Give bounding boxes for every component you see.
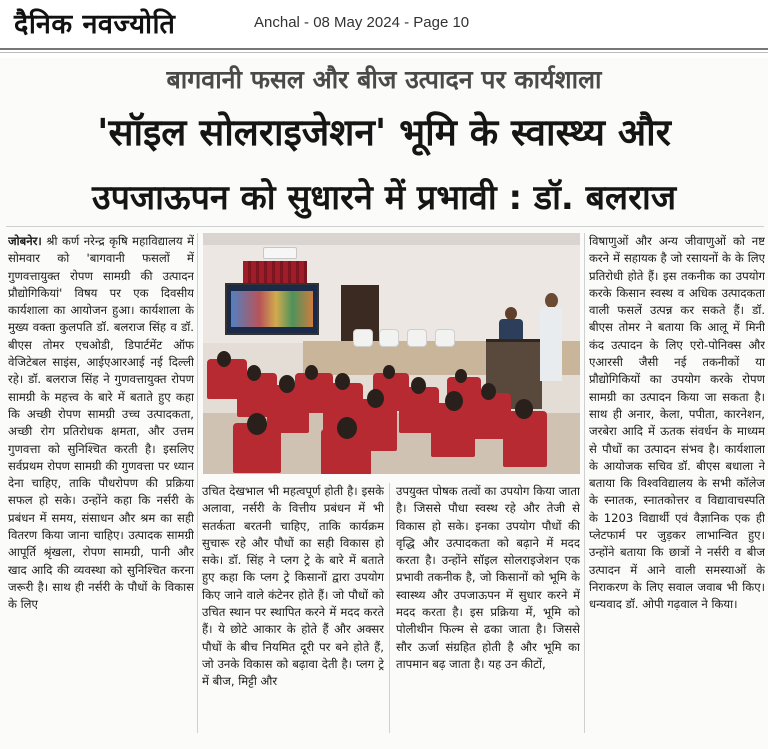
stage-chair (435, 329, 455, 347)
dateline: जोबनेर। (8, 234, 42, 248)
photo-ceiling (203, 233, 580, 245)
headline-line-2: उपजाऊपन को सुधारने में प्रभावी : डॉ. बलराज (91, 178, 677, 218)
audience-head (455, 369, 467, 383)
audience-head (305, 365, 318, 380)
audience-head (217, 351, 231, 367)
audience-head (515, 399, 533, 419)
masthead (0, 0, 768, 50)
column-divider (197, 233, 198, 733)
stage-chair (353, 329, 373, 347)
article-column-1 (8, 233, 194, 733)
article-column-2: उचित देखभाल भी महत्वपूर्ण होती है। इसके अलावा, नर्सरी के वित्तीय प्रबंधन में भी सतर्कता बरतनी चाहिए, ताकि कार्यक्रम सुचारू रहे और पौधों का सही विकास हो सके। डॉ. सिंह ने प्लग ट्रे के बारे में बताते हुए कहा कि प्लग ट्रे किसानों द्वारा उपयोग किए जाने वाले कंटेनर होते हैं। जो पौधों को उचित स्थान पर स्थापित करने में मदद करते हैं। ये छोटे आकार के होते हैं और अक्सर पौधों के बीच नियमित दूरी पर बने होते हैं, जो उनके विकास को बढ़ावा देती है। प्लग ट्रे में बीज, मिट्टी और (202, 484, 384, 689)
article-column-4: विषाणुओं और अन्य जीवाणुओं को नष्ट करने में सहायक है जो रसायनों के के लिए प्रतिरोधी होते हैं। इस तकनीक का उपयोग करके किसान स्वस्थ व अधिक उत्पादकता वाली फसलें उत्पन्न कर सकते हैं। डॉ. बीएस तोमर ने बताया कि आलू में मिनी कंद उत्पादन के लिए एरो-पोनिक्स और एआरसी जैसी नई तकनीकों या प्रौद्योगिकियों का उपयोग करके रोपण सामग्री का उत्पादन किया जा सकता है। साथ ही अनार, केला, पपीता, कारनेशन, जरबेरा आदि में ऊतक संवर्धन के माध्यम से पौधों का उत्पादन संभव है। कार्यशाला के आयोजक सचिव डॉ. बीएस बधाला ने बताया कि विश्वविद्यालय के सभी कॉलेज के स्नातक, स्नातकोत्तर व विद्यावाचस्पति के 1203 विद्यार्थी एवं वैज्ञानिक एक ही प्लेटफार्म पर जुड़कर लाभान्वित हुए। उन्होंने बताया कि छात्रों ने नर्सरी व बीज उत्पादन में आने वाली समस्याओं के निराकरण के लिए सवाल जवाब भी किए। धन्यवाद डॉ. ओपी गढ़वाल ने किया। (589, 234, 765, 612)
speaker (538, 293, 564, 383)
audience-head (247, 365, 261, 381)
headline-divider (6, 226, 764, 227)
audience-head (279, 375, 295, 393)
column-divider (584, 233, 585, 733)
newspaper-name: दैनिक नवज्योति (14, 9, 176, 40)
audience-head (367, 389, 384, 408)
masthead-rule-thin (0, 52, 768, 53)
audience-head (481, 383, 496, 400)
audience-head (383, 365, 395, 379)
screen-slide (231, 291, 313, 327)
stage-chair (407, 329, 427, 347)
stage-chair (379, 329, 399, 347)
article-kicker: बागवानी फसल और बीज उत्पादन पर कार्यशाला (166, 65, 602, 94)
projection-screen (225, 283, 319, 335)
event-photo (203, 233, 580, 474)
headline-line-1: 'सॉइल सोलराइजेशन' भूमि के स्वास्थ्य और (97, 111, 671, 154)
audience-head (445, 391, 463, 411)
masthead-rule (0, 48, 768, 50)
article-column-3: उपयुक्त पोषक तत्वों का उपयोग किया जाता है। जिससे पौधा स्वस्थ रहे और तेजी से विकास हो सके। इनका उपयोग पौधों की वृद्धि और उत्पादकता को बढ़ाने में मदद करता है। उन्होंने सॉइल सोलराइजेशन एक प्रभावी तकनीक है, जो किसानों को भूमि के स्वास्थ्य और उपजाऊपन में सुधार करने में मदद करता है। इस प्रक्रिया में, भूमि को पोलीथीन फिल्म से ढका जाता है। जिससे सौर ऊर्जा संग्रहित होती है और भूमि का तापमान बढ़ जाता है। यह उन कीटों, (396, 484, 580, 671)
column-divider (389, 483, 390, 733)
air-conditioner (263, 247, 297, 259)
audience-head (411, 377, 426, 394)
audience-head (335, 373, 350, 390)
audience-chair (503, 411, 547, 467)
curtain (243, 261, 307, 283)
audience-head (337, 417, 357, 439)
edition-info: Anchal - 08 May 2024 - Page 10 (254, 14, 470, 31)
column-1-text: श्री कर्ण नरेन्द्र कृषि महाविद्यालय में सोमवार को 'बागवानी फसलों में गुणवत्तायुक्त रोपण सामग्री की उत्पादन प्रौद्योगिकियां' विषय पर एक दिवसीय कार्यशाला का आयोजन हुआ। कार्यशाला के मुख्य वक्ता कुलपति डॉ. बलराज सिंह व डॉ. बीएस तोमर एचओडी, डिपार्टमेंट ऑफ वेजिटेबल साइंस, आईएआरआई नई दिल्ली रहे। डॉ. बलराज सिंह ने गुणवत्तायुक्त रोपण सामग्री के महत्त्व के बारे में बताते हुए कहा कि अच्छी रोपण सामग्री उच्च उत्पादकता, अच्छी रोग प्रतिरोधक क्षमता, और उत्तम गुणवत्ता को सुनिश्चित करती है। इसलिए सर्वप्रथम रोपण सामग्री की गुणवत्ता पर ध्यान देना चाहिए, ताकि पौधरोपण की प्रक्रिया सफल हो सके। उन्होंने कहा कि नर्सरी के प्रबंधन में समय, संसाधन और श्रम का सही वितरण किया जाना चाहिए। उत्पादक सामग्री आपूर्ति श्रृंखला, रोपण सामग्री, पानी और खाद आदि की व्यवस्था को सुनिश्चित करना जरूरी है। साथ ही नर्सरी के पौधों के विकास के लिए (8, 234, 194, 612)
audience-head (247, 413, 267, 435)
